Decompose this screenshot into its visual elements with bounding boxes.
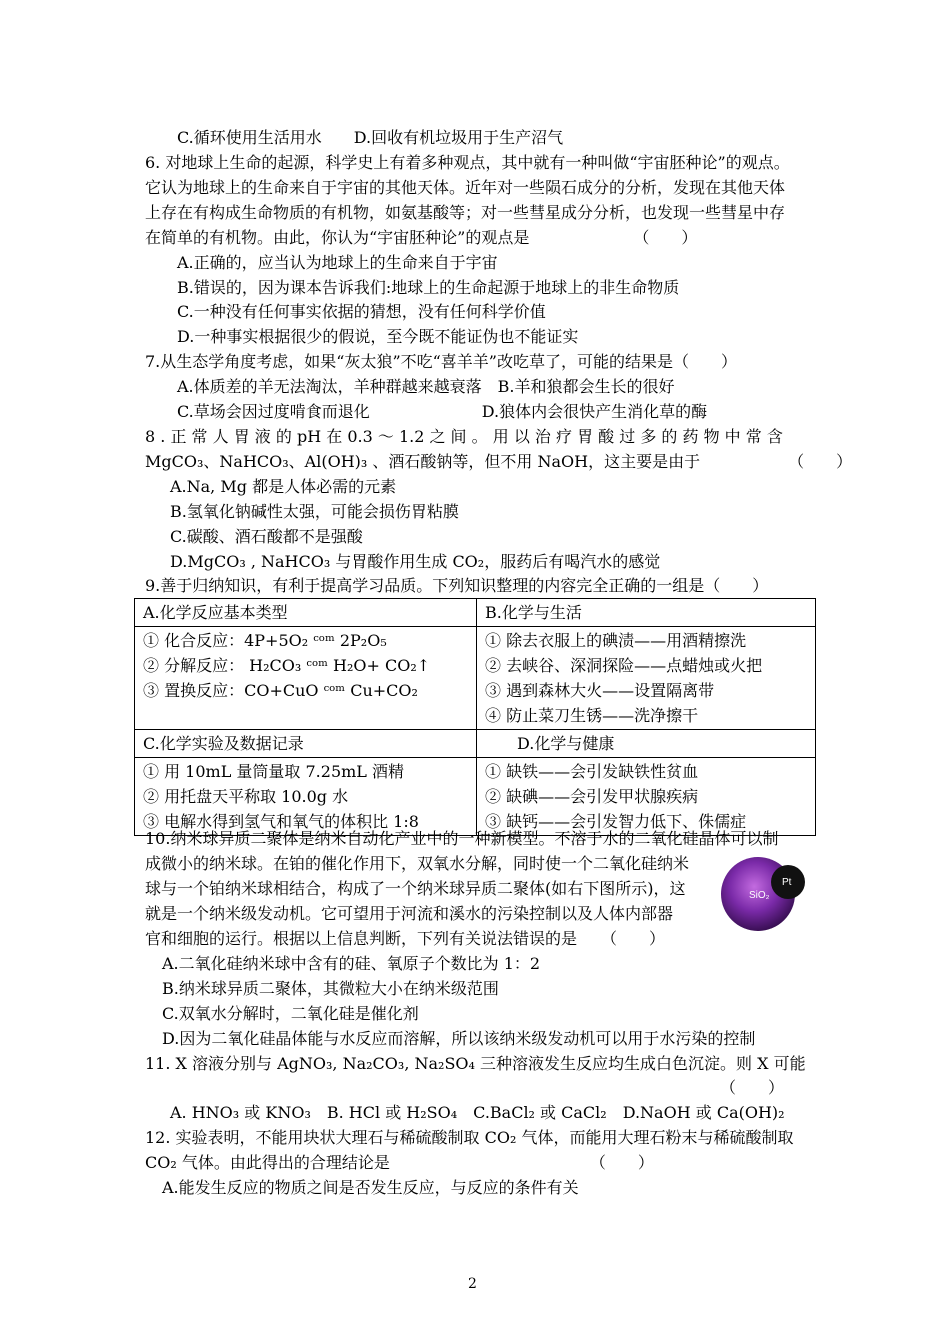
reaction-replacement: ③ 置换反应：CO+CuO ᶜᵒᵐ Cu+CO₂ bbox=[143, 681, 418, 700]
cell-a-heading: A.化学反应基本类型 bbox=[135, 599, 477, 627]
q7-stem: 7.从生态学角度考虑，如果“灰太狼”不吃“喜羊羊”改吃草了，可能的结果是（ ） bbox=[145, 352, 737, 371]
q11-stem: 11. X 溶液分别与 AgNO₃, Na₂CO₃, Na₂SO₄ 三种溶液发生反应均生成白色沉淀。则 X 可能 bbox=[145, 1054, 806, 1073]
reaction-decomposition: ② 分解反应： H₂CO₃ ᶜᵒᵐ H₂O+ CO₂↑ bbox=[143, 656, 431, 675]
q8-option-b: B.氢氧化钠碱性太强，可能会损伤胃粘膜 bbox=[170, 502, 459, 521]
cell-b-body bbox=[477, 627, 816, 730]
q11-answer-paren: （ ） bbox=[720, 1078, 785, 1097]
cell-c-body bbox=[135, 758, 477, 836]
q10-stem-line1: 10.纳米球异质二聚体是纳米自动化产业中的一种新模型。不溶于水的二氧化硅晶体可以制 bbox=[145, 829, 779, 848]
q10-stem-line5: 官和细胞的运行。根据以上信息判断，下列有关说法错误的是 （ ） bbox=[145, 929, 666, 948]
nanosphere-dimer-figure bbox=[718, 852, 814, 932]
experiment-item-1: ① 用 10mL 量筒量取 7.25mL 酒精 bbox=[143, 762, 405, 781]
reaction-combination: ① 化合反应：4P+5O₂ ᶜᵒᵐ 2P₂O₅ bbox=[143, 631, 387, 650]
sio2-label: SiO₂ bbox=[749, 890, 770, 901]
q10-stem-line4: 就是一个纳米级发动机。它可望用于河流和溪水的污染控制以及人体内部器 bbox=[145, 904, 674, 923]
q10-stem-line2: 成微小的纳米球。在铂的催化作用下，双氧水分解，同时使一个二氧化硅纳米 bbox=[145, 854, 690, 873]
life-item-3: ③ 遇到森林大火——设置隔离带 bbox=[485, 681, 715, 700]
q7-options-ab: A.体质差的羊无法淘汰，羊种群越来越衰落 B.羊和狼都会生长的很好 bbox=[177, 377, 675, 396]
q10-option-b: B.纳米球异质二聚体，其微粒大小在纳米级范围 bbox=[162, 979, 499, 998]
table-row bbox=[135, 758, 816, 836]
q11-options: A. HNO₃ 或 KNO₃ B. HCl 或 H₂SO₄ C.BaCl₂ 或 CaCl₂ D.NaOH 或 Ca(OH)₂ bbox=[170, 1103, 785, 1122]
experiment-item-3: ③ 电解水得到氢气和氧气的体积比 1:8 bbox=[143, 812, 419, 831]
q6-option-c: C.一种没有任何事实依据的猜想，没有任何科学价值 bbox=[177, 302, 546, 321]
q8-stem-line1: 8 . 正 常 人 胃 液 的 pH 在 0.3 ～ 1.2 之 间 。 用 以 治 疗 胃 酸 过 多 的 药 物 中 常 含 bbox=[145, 427, 783, 446]
table-row bbox=[135, 730, 816, 758]
q8-option-d: D.MgCO₃ , NaHCO₃ 与胃酸作用生成 CO₂，服药后有喝汽水的感觉 bbox=[170, 552, 661, 571]
page-number: 2 bbox=[468, 1276, 477, 1292]
table-row bbox=[135, 627, 816, 730]
q6-stem-line1: 6. 对地球上生命的起源，科学史上有着多种观点，其中就有一种叫做“宇宙胚种论”的观点。 bbox=[145, 153, 790, 172]
cell-d-heading: D.化学与健康 bbox=[477, 730, 816, 758]
life-item-4: ④ 防止菜刀生锈——洗净擦干 bbox=[485, 706, 699, 725]
life-item-1: ① 除去衣服上的碘渍——用酒精擦洗 bbox=[485, 631, 747, 650]
q9-stem: 9.善于归纳知识，有利于提高学习品质。下列知识整理的内容完全正确的一组是（ ） bbox=[145, 576, 769, 595]
q8-stem-line2: MgCO₃、NaHCO₃、Al(OH)₃ 、酒石酸钠等，但不用 NaOH，这主要是由于 （ ） bbox=[145, 452, 853, 471]
q7-options-cd: C.草场会因过度啃食而退化 D.狼体内会很快产生消化草的酶 bbox=[177, 402, 708, 421]
cell-d-body bbox=[477, 758, 816, 836]
q6-option-d: D.一种事实根据很少的假说，至今既不能证伪也不能证实 bbox=[177, 327, 579, 346]
cell-b-heading: B.化学与生活 bbox=[477, 599, 816, 627]
q6-stem-line3: 上存在有构成生命物质的有机物，如氨基酸等；对一些彗星成分分析，也发现一些彗星中存 bbox=[145, 203, 786, 222]
q9-knowledge-table bbox=[134, 598, 816, 836]
q6-option-a: A.正确的，应当认为地球上的生命来自于宇宙 bbox=[177, 253, 498, 272]
q8-option-c: C.碳酸、酒石酸都不是强酸 bbox=[170, 527, 363, 546]
experiment-item-2: ② 用托盘天平称取 10.0g 水 bbox=[143, 787, 349, 806]
cell-a-body bbox=[135, 627, 477, 730]
table-row bbox=[135, 599, 816, 627]
cell-c-heading: C.化学实验及数据记录 bbox=[135, 730, 477, 758]
life-item-2: ② 去峡谷、深洞探险——点蜡烛或火把 bbox=[485, 656, 763, 675]
q10-option-a: A.二氧化硅纳米球中含有的硅、氧原子个数比为 1：2 bbox=[162, 954, 541, 973]
q5-options-cd: C.循环使用生活用水 D.回收有机垃圾用于生产沼气 bbox=[177, 128, 564, 147]
q8-option-a: A.Na, Mg 都是人体必需的元素 bbox=[170, 477, 397, 496]
q6-stem-line2: 它认为地球上的生命来自于宇宙的其他天体。近年对一些陨石成分的分析，发现在其他天体 bbox=[145, 178, 786, 197]
q6-stem-line4: 在简单的有机物。由此，你认为“宇宙胚种论”的观点是 （ ） bbox=[145, 228, 698, 247]
health-item-1: ① 缺铁——会引发缺铁性贫血 bbox=[485, 762, 699, 781]
q10-option-d: D.因为二氧化硅晶体能与水反应而溶解，所以该纳米级发动机可以用于水污染的控制 bbox=[162, 1029, 756, 1048]
pt-label: Pt bbox=[782, 877, 792, 888]
health-item-3: ③ 缺钙——会引发智力低下、侏儒症 bbox=[485, 812, 747, 831]
q12-stem-line2: CO₂ 气体。由此得出的合理结论是 （ ） bbox=[145, 1153, 654, 1172]
q10-option-c: C.双氧水分解时，二氧化硅是催化剂 bbox=[162, 1004, 419, 1023]
q12-stem-line1: 12. 实验表明，不能用块状大理石与稀硫酸制取 CO₂ 气体，而能用大理石粉末与稀硫酸制取 bbox=[145, 1128, 794, 1147]
q12-option-a: A.能发生反应的物质之间是否发生反应，与反应的条件有关 bbox=[162, 1178, 579, 1197]
q10-stem-line3: 球与一个铂纳米球相结合，构成了一个纳米球异质二聚体(如右下图所示)，这 bbox=[145, 879, 686, 898]
health-item-2: ② 缺碘——会引发甲状腺疾病 bbox=[485, 787, 699, 806]
q6-option-b: B.错误的，因为课本告诉我们:地球上的生命起源于地球上的非生命物质 bbox=[177, 278, 680, 297]
